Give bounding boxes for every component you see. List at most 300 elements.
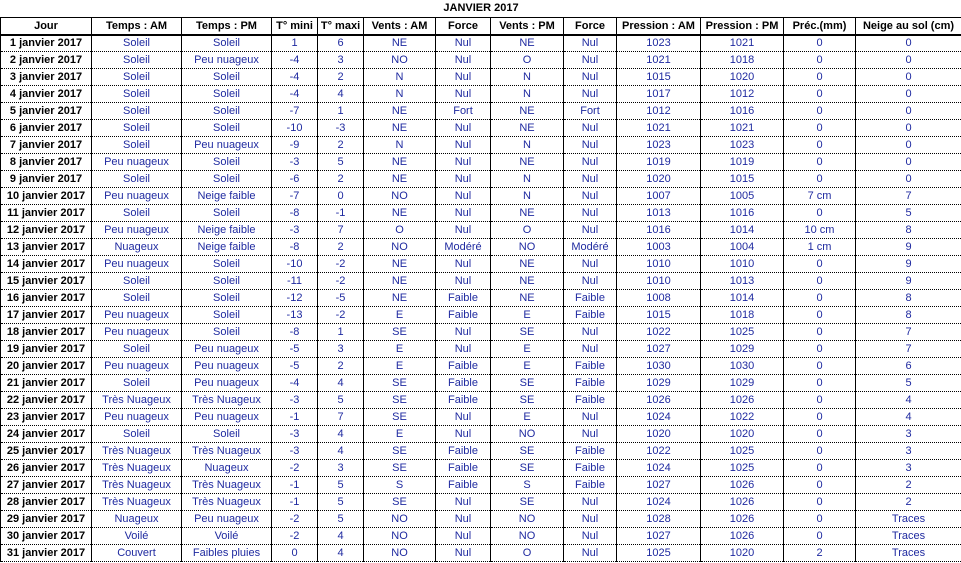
- table-cell: -5: [272, 358, 318, 375]
- table-cell: Soleil: [182, 171, 272, 188]
- table-cell: Nul: [564, 256, 617, 273]
- column-header: Temps : AM: [92, 18, 182, 35]
- table-cell: 1026: [701, 494, 784, 511]
- table-cell: Nul: [564, 120, 617, 137]
- date-cell: 25 janvier 2017: [1, 443, 92, 460]
- table-row: [1, 239, 961, 256]
- table-row: [1, 409, 961, 426]
- table-cell: 0: [856, 154, 961, 171]
- table-cell: Très Nuageux: [92, 392, 182, 409]
- table-cell: 7: [318, 409, 364, 426]
- table-cell: S: [491, 477, 564, 494]
- table-cell: Très Nuageux: [92, 460, 182, 477]
- table-cell: Soleil: [92, 69, 182, 86]
- table-cell: 1020: [617, 426, 701, 443]
- table-cell: E: [364, 358, 436, 375]
- table-cell: Voilé: [92, 528, 182, 545]
- table-cell: N: [491, 86, 564, 103]
- table-cell: 0: [856, 86, 961, 103]
- table-cell: Soleil: [92, 171, 182, 188]
- table-cell: N: [491, 188, 564, 205]
- date-cell: 11 janvier 2017: [1, 205, 92, 222]
- table-cell: Soleil: [182, 426, 272, 443]
- table-cell: Faible: [436, 290, 491, 307]
- table-cell: S: [364, 477, 436, 494]
- table-cell: 1013: [617, 205, 701, 222]
- table-cell: Faible: [564, 307, 617, 324]
- table-cell: -8: [272, 205, 318, 222]
- table-cell: NO: [491, 528, 564, 545]
- table-cell: 0: [784, 358, 856, 375]
- table-cell: Très Nuageux: [92, 494, 182, 511]
- table-cell: NO: [364, 188, 436, 205]
- table-cell: 0: [318, 188, 364, 205]
- table-cell: SE: [364, 375, 436, 392]
- table-cell: Faible: [436, 443, 491, 460]
- date-cell: 17 janvier 2017: [1, 307, 92, 324]
- table-row: [1, 307, 961, 324]
- table-cell: 1012: [617, 103, 701, 120]
- table-cell: SE: [491, 324, 564, 341]
- table-cell: 0: [784, 69, 856, 86]
- date-cell: 27 janvier 2017: [1, 477, 92, 494]
- table-cell: Traces: [856, 545, 961, 562]
- table-cell: 1014: [701, 290, 784, 307]
- table-cell: Traces: [856, 511, 961, 528]
- table-cell: 1028: [617, 511, 701, 528]
- table-cell: 0: [784, 35, 856, 52]
- table-row: [1, 426, 961, 443]
- table-cell: 5: [318, 511, 364, 528]
- table-cell: Soleil: [182, 307, 272, 324]
- table-cell: 0: [784, 86, 856, 103]
- table-cell: -4: [272, 52, 318, 69]
- table-cell: SE: [364, 324, 436, 341]
- table-cell: 1020: [617, 171, 701, 188]
- table-cell: -2: [318, 256, 364, 273]
- table-cell: 1010: [617, 273, 701, 290]
- table-cell: 0: [784, 137, 856, 154]
- table-cell: -2: [318, 273, 364, 290]
- table-cell: 0: [784, 426, 856, 443]
- table-cell: Faible: [564, 375, 617, 392]
- table-row: [1, 477, 961, 494]
- table-cell: 1010: [617, 256, 701, 273]
- table-cell: Nul: [436, 188, 491, 205]
- column-header: Temps : PM: [182, 18, 272, 35]
- table-cell: Soleil: [182, 69, 272, 86]
- table-cell: Faible: [436, 460, 491, 477]
- date-cell: 5 janvier 2017: [1, 103, 92, 120]
- table-cell: -7: [272, 103, 318, 120]
- table-cell: 1018: [701, 307, 784, 324]
- table-cell: NE: [491, 103, 564, 120]
- table-cell: 1022: [701, 409, 784, 426]
- table-cell: -12: [272, 290, 318, 307]
- table-cell: 1014: [701, 222, 784, 239]
- table-cell: 1026: [701, 511, 784, 528]
- table-cell: 1007: [617, 188, 701, 205]
- table-cell: NO: [364, 511, 436, 528]
- table-row: [1, 511, 961, 528]
- table-cell: Nul: [564, 341, 617, 358]
- table-cell: 0: [856, 137, 961, 154]
- table-cell: Nul: [564, 86, 617, 103]
- table-cell: Peu nuageux: [182, 409, 272, 426]
- table-cell: NE: [364, 273, 436, 290]
- table-cell: Nul: [564, 171, 617, 188]
- table-cell: Nul: [436, 341, 491, 358]
- table-cell: E: [491, 341, 564, 358]
- table-cell: NE: [491, 154, 564, 171]
- table-cell: NO: [491, 426, 564, 443]
- table-cell: 8: [856, 290, 961, 307]
- table-cell: N: [364, 86, 436, 103]
- table-cell: NE: [491, 290, 564, 307]
- table-cell: 1020: [701, 545, 784, 562]
- table-cell: -3: [272, 443, 318, 460]
- table-cell: Peu nuageux: [92, 358, 182, 375]
- table-cell: 0: [856, 69, 961, 86]
- table-cell: -1: [318, 205, 364, 222]
- table-cell: Peu nuageux: [182, 358, 272, 375]
- table-cell: Nul: [436, 511, 491, 528]
- table-cell: 3: [318, 460, 364, 477]
- table-cell: E: [491, 358, 564, 375]
- table-cell: Nul: [564, 205, 617, 222]
- table-body: [1, 35, 961, 562]
- table-cell: Nul: [564, 52, 617, 69]
- table-cell: 0: [784, 409, 856, 426]
- table-cell: 0: [784, 443, 856, 460]
- column-header: Vents : AM: [364, 18, 436, 35]
- table-cell: 4: [318, 426, 364, 443]
- date-cell: 18 janvier 2017: [1, 324, 92, 341]
- table-cell: 1018: [701, 52, 784, 69]
- table-cell: Faible: [564, 460, 617, 477]
- table-cell: NO: [364, 545, 436, 562]
- table-cell: Peu nuageux: [182, 341, 272, 358]
- table-cell: SE: [364, 494, 436, 511]
- table-cell: 0: [784, 511, 856, 528]
- table-cell: 7: [856, 341, 961, 358]
- table-cell: 0: [784, 341, 856, 358]
- date-cell: 15 janvier 2017: [1, 273, 92, 290]
- table-cell: 6: [856, 358, 961, 375]
- table-cell: 1015: [617, 69, 701, 86]
- table-cell: 0: [272, 545, 318, 562]
- table-cell: 1029: [617, 375, 701, 392]
- table-cell: 1: [272, 35, 318, 52]
- table-cell: 3: [856, 443, 961, 460]
- date-cell: 22 janvier 2017: [1, 392, 92, 409]
- table-cell: SE: [491, 460, 564, 477]
- date-cell: 13 janvier 2017: [1, 239, 92, 256]
- date-cell: 6 janvier 2017: [1, 120, 92, 137]
- table-cell: Nul: [436, 205, 491, 222]
- table-cell: Faible: [436, 358, 491, 375]
- table-cell: Nul: [564, 222, 617, 239]
- table-cell: 1022: [617, 443, 701, 460]
- table-cell: 1026: [701, 528, 784, 545]
- table-cell: Neige faible: [182, 222, 272, 239]
- table-cell: SE: [364, 392, 436, 409]
- table-cell: 1027: [617, 477, 701, 494]
- table-cell: Très Nuageux: [182, 443, 272, 460]
- table-cell: -2: [318, 307, 364, 324]
- table-cell: Couvert: [92, 545, 182, 562]
- table-cell: Soleil: [92, 426, 182, 443]
- table-cell: 1029: [701, 375, 784, 392]
- table-cell: Faible: [564, 392, 617, 409]
- table-cell: Peu nuageux: [92, 307, 182, 324]
- table-cell: Nul: [436, 120, 491, 137]
- table-cell: 1004: [701, 239, 784, 256]
- table-cell: Soleil: [92, 86, 182, 103]
- table-cell: -4: [272, 69, 318, 86]
- table-cell: E: [491, 409, 564, 426]
- table-cell: 1023: [617, 137, 701, 154]
- table-cell: NO: [364, 239, 436, 256]
- table-cell: Soleil: [182, 35, 272, 52]
- table-cell: Soleil: [182, 86, 272, 103]
- table-cell: Nul: [564, 511, 617, 528]
- table-row: [1, 392, 961, 409]
- table-cell: Soleil: [182, 120, 272, 137]
- table-cell: Nul: [564, 35, 617, 52]
- table-cell: N: [491, 137, 564, 154]
- date-cell: 14 janvier 2017: [1, 256, 92, 273]
- table-cell: Nul: [436, 494, 491, 511]
- weather-table: [0, 17, 961, 562]
- table-cell: -2: [272, 511, 318, 528]
- table-cell: Très Nuageux: [92, 477, 182, 494]
- table-cell: 5: [856, 375, 961, 392]
- table-row: [1, 324, 961, 341]
- table-cell: Soleil: [92, 52, 182, 69]
- table-cell: Nul: [564, 273, 617, 290]
- table-cell: Peu nuageux: [92, 154, 182, 171]
- table-cell: NE: [364, 171, 436, 188]
- table-cell: Très Nuageux: [182, 494, 272, 511]
- date-cell: 9 janvier 2017: [1, 171, 92, 188]
- table-cell: Nul: [436, 137, 491, 154]
- table-cell: Faible: [436, 307, 491, 324]
- table-cell: NE: [491, 273, 564, 290]
- table-cell: 4: [318, 375, 364, 392]
- table-cell: 0: [784, 392, 856, 409]
- table-cell: Peu nuageux: [92, 256, 182, 273]
- table-row: [1, 137, 961, 154]
- table-cell: 0: [784, 494, 856, 511]
- table-cell: Soleil: [182, 256, 272, 273]
- table-row: [1, 35, 961, 52]
- table-cell: NE: [364, 290, 436, 307]
- table-cell: Faible: [436, 477, 491, 494]
- table-cell: 1025: [701, 443, 784, 460]
- table-cell: 1024: [617, 409, 701, 426]
- table-cell: NE: [364, 35, 436, 52]
- table-cell: 1008: [617, 290, 701, 307]
- table-cell: 1016: [701, 205, 784, 222]
- table-cell: Nul: [564, 154, 617, 171]
- table-cell: 1027: [617, 528, 701, 545]
- table-cell: 1019: [701, 154, 784, 171]
- table-cell: 1: [318, 324, 364, 341]
- table-row: [1, 120, 961, 137]
- table-cell: NE: [491, 256, 564, 273]
- table-cell: 0: [784, 205, 856, 222]
- table-cell: Soleil: [92, 103, 182, 120]
- table-cell: 1024: [617, 494, 701, 511]
- table-cell: 3: [856, 426, 961, 443]
- table-cell: 1020: [701, 69, 784, 86]
- table-cell: Neige faible: [182, 188, 272, 205]
- table-cell: Soleil: [92, 273, 182, 290]
- date-cell: 28 janvier 2017: [1, 494, 92, 511]
- column-header: Jour: [1, 18, 92, 35]
- table-cell: Voilé: [182, 528, 272, 545]
- table-cell: Nul: [436, 154, 491, 171]
- table-cell: -4: [272, 375, 318, 392]
- table-cell: 10 cm: [784, 222, 856, 239]
- table-cell: 7: [318, 222, 364, 239]
- table-cell: 0: [784, 477, 856, 494]
- table-row: [1, 341, 961, 358]
- table-cell: Très Nuageux: [182, 392, 272, 409]
- table-row: [1, 443, 961, 460]
- table-cell: Soleil: [182, 103, 272, 120]
- table-cell: Peu nuageux: [92, 409, 182, 426]
- date-cell: 12 janvier 2017: [1, 222, 92, 239]
- date-cell: 20 janvier 2017: [1, 358, 92, 375]
- table-cell: SE: [491, 443, 564, 460]
- table-cell: 2: [856, 477, 961, 494]
- table-cell: Nuageux: [92, 239, 182, 256]
- table-cell: 1030: [617, 358, 701, 375]
- table-cell: Nul: [564, 409, 617, 426]
- table-cell: Soleil: [182, 290, 272, 307]
- table-cell: 0: [784, 307, 856, 324]
- table-cell: 1029: [701, 341, 784, 358]
- table-cell: Traces: [856, 528, 961, 545]
- table-cell: 1022: [617, 324, 701, 341]
- table-cell: -2: [272, 528, 318, 545]
- table-cell: -3: [272, 154, 318, 171]
- table-row: [1, 69, 961, 86]
- table-cell: -1: [272, 477, 318, 494]
- table-cell: 1020: [701, 426, 784, 443]
- table-cell: Soleil: [92, 35, 182, 52]
- table-cell: NE: [364, 154, 436, 171]
- table-cell: 0: [784, 273, 856, 290]
- table-cell: SE: [491, 375, 564, 392]
- table-row: [1, 358, 961, 375]
- table-cell: Peu nuageux: [92, 324, 182, 341]
- table-cell: -3: [318, 120, 364, 137]
- table-cell: 4: [318, 86, 364, 103]
- table-cell: -11: [272, 273, 318, 290]
- table-cell: SE: [364, 443, 436, 460]
- table-cell: Faibles pluies: [182, 545, 272, 562]
- table-cell: 1015: [617, 307, 701, 324]
- table-cell: 1021: [701, 120, 784, 137]
- table-cell: 2: [318, 137, 364, 154]
- table-cell: 1 cm: [784, 239, 856, 256]
- table-cell: 4: [856, 409, 961, 426]
- table-cell: 0: [784, 290, 856, 307]
- table-cell: Neige faible: [182, 239, 272, 256]
- table-cell: E: [364, 307, 436, 324]
- table-row: [1, 52, 961, 69]
- table-row: [1, 290, 961, 307]
- table-cell: Nul: [436, 222, 491, 239]
- table-cell: Faible: [436, 375, 491, 392]
- table-cell: 1017: [617, 86, 701, 103]
- table-cell: 3: [318, 52, 364, 69]
- table-cell: 1010: [701, 256, 784, 273]
- table-cell: Soleil: [182, 273, 272, 290]
- table-cell: -5: [318, 290, 364, 307]
- date-cell: 29 janvier 2017: [1, 511, 92, 528]
- table-cell: 5: [318, 477, 364, 494]
- table-cell: Nul: [436, 273, 491, 290]
- table-cell: 2: [318, 69, 364, 86]
- table-cell: NE: [364, 120, 436, 137]
- table-cell: Modéré: [564, 239, 617, 256]
- table-cell: NE: [491, 35, 564, 52]
- table-cell: Soleil: [92, 341, 182, 358]
- date-cell: 7 janvier 2017: [1, 137, 92, 154]
- date-cell: 4 janvier 2017: [1, 86, 92, 103]
- column-header: Force: [436, 18, 491, 35]
- table-cell: N: [491, 171, 564, 188]
- column-header: T° mini: [272, 18, 318, 35]
- table-cell: N: [364, 137, 436, 154]
- table-cell: Nul: [436, 426, 491, 443]
- table-cell: 1019: [617, 154, 701, 171]
- table-cell: 1025: [701, 460, 784, 477]
- column-header: T° maxi: [318, 18, 364, 35]
- column-header: Force: [564, 18, 617, 35]
- table-cell: -1: [272, 494, 318, 511]
- table-cell: O: [364, 222, 436, 239]
- table-row: [1, 103, 961, 120]
- table-cell: 1021: [617, 120, 701, 137]
- table-row: [1, 460, 961, 477]
- table-cell: NE: [364, 256, 436, 273]
- table-cell: NO: [364, 52, 436, 69]
- date-cell: 21 janvier 2017: [1, 375, 92, 392]
- table-cell: 2: [784, 545, 856, 562]
- table-cell: E: [364, 341, 436, 358]
- table-cell: N: [491, 69, 564, 86]
- table-cell: Modéré: [436, 239, 491, 256]
- table-cell: Nuageux: [182, 460, 272, 477]
- table-cell: 1021: [617, 52, 701, 69]
- table-cell: Fort: [436, 103, 491, 120]
- table-cell: Nul: [436, 409, 491, 426]
- table-cell: 4: [856, 392, 961, 409]
- table-cell: SE: [364, 409, 436, 426]
- table-row: [1, 528, 961, 545]
- date-cell: 31 janvier 2017: [1, 545, 92, 562]
- table-cell: 0: [784, 324, 856, 341]
- table-cell: -10: [272, 120, 318, 137]
- table-cell: Peu nuageux: [92, 188, 182, 205]
- table-cell: Nul: [564, 545, 617, 562]
- table-cell: 0: [784, 460, 856, 477]
